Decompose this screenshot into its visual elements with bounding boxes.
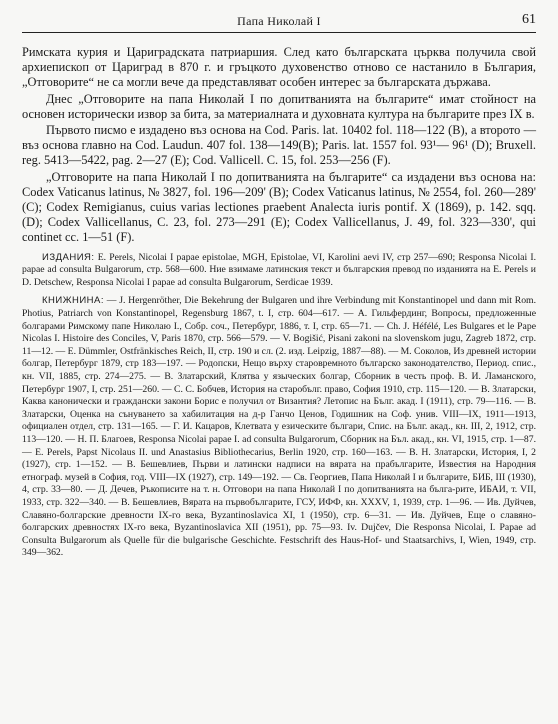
editions-paragraph bbox=[22, 252, 536, 290]
editions-text: E. Perels, Nicolai I papae epistolae, MGH, Epistolae, VI, Karolini aevi IV, стр 257—690; Responsa Nicolai I. papae ad consulta Bulgarorum, стр. 568—600. Ние взимаме латинския текст и българския превод по изданията на E. Perels и D. Detschew, Responsa Nicolai I papae ad consulta Bulgarorum, Serdicae 1939. bbox=[22, 251, 536, 288]
bibliography-text: — J. Hergenröther, Die Bekehrung der Bulgaren und ihre Verbindung mit Konstantinopel und dann mit Rom. Photius, Patriarch von Konstantinopel, Regensburg 1867, t. I, стр. 604—617. — А. Гильфердинг, Вопросы, предложенные болгарами Римскому папе Николаю I., Собр. соч., Петербург, 1886, т. I, стр. 65—71. — Ch. J. Héfélé, Les Bulgares et le Pape Nicolas I. Histoire des Conciles, V, Paris 1870, стр. 566—579. — V. Bogišić, Pisani zakoni na slovenskom jugu, Zagreb 1872, стр. 11—12. — E. Dümmler, Ostfränkisches Reich, II, стр. 190 и сл. (2. изд. Leipzig, 1887—88). — М. Соколов, Из древней истории болгар, Петербург 1879, стр 183—197. — Родопски, Нещо върху старовремното българско законодателство, Период. спис., кн. VII, 1885, стр. 274—275. — В. Златарский, Клятва у языческих болгар, Сборник в честь проф. В. И. Ламанского, Петербург 1907, I, стр. 251—260. — С. С. Бобчев, История на старобълг. право, София 1910, стр. 115—120. — В. Златарски, Каква канонически и граждански закони Борис е получил от Византия? Летопис на Бълг. акад. I (1911), стр. 79—116. — В. Златарски, Оценка на сънуването за хабилитация на д-р Ганчо Ценов, Годишник на Соф. унив. VIII—IX, 1911—1913, официален отдел, стр. 131—165. — Г. И. Кацаров, Клетвата у езическите българи, Спис. на Бълг. акад., кн. III, 2, 1912, стр. 113—120. — Н. П. Благоев, Responsa Nicolai papae I. ad consulta Bulgarorum, Сборник на Бъл. акад., кн. VI, 1915, стр. 1—87. — E. Perels, Papst Nicolaus II. und Anastasius Bibliothecarius, Berlin 1920, стр. 160—163. — В. Н. Златарски, История, I, 2 (1927), стр. 1—152. — В. Бешевлиев, Първи и латински надписи на вярата на прабългарите, Известия на Народния етнограф. музей в София, год. VIII—IX (1927), стр. 149—192. — Св. Георгиев, Папа Николай I и българите, БИБ, III (1930), 4, стр. 33—80. — Д. Дечев, Ръкописите на т. н. Отговори на папа Николай I по допитванията на бълга-рите, ИБАИ, т. VII, 1933, стр. 322—340. — В. Бешевлиев, Вярата на първобългарите, ГСУ, ИФФ, кн. XXXV, 1, 1939, стр. 1—96. — Ив. Дуйчев, Славяно-болгарские древности IX-го века, Byzantinoslavica XI, 1 (1950), стр. 6—31. — Ив. Дуйчев, Еще о славяно-болгарских древностях IX-го века, Byzantinoslavica XII (1951), pp. 75—93. Iv. Dujčev, Die Responsa Nicolai, I. Papae ad Consulta Bulgarorum als Quelle für die bulgarische Geschichte. Festschrift des Haus-Hof- und Staatsarchivs, I, Wien, 1949, стр. 349—362. bbox=[22, 295, 536, 559]
bibliography-paragraph bbox=[22, 295, 536, 559]
paragraph-1: Римската курия и Цариградската патриаршия. След като българската църква получила свой архиепископ от Цариград в 870 г. и гръцкото духовенство отново се настанило в България, „Отговорите“ не са могли вече да представляват особен интерес за българската държава. bbox=[22, 45, 536, 90]
running-title: Папа Николай I bbox=[237, 14, 321, 28]
running-header bbox=[22, 10, 536, 33]
page-number: 61 bbox=[522, 12, 536, 27]
paragraph-3: Първото писмо е издадено въз основа на Cod. Paris. lat. 10402 fol. 118—122 (В), а второто — въз основа главно на Cod. Laudun. 407 fol. 138—149(В); Paris. lat. 1557 fol. 93¹— 96¹ (D); Bruxell. reg. 5413—5422, pag. 2—27 (E); Cod. Vallicell. C. 15, fol. 253—256 (F). bbox=[22, 123, 536, 168]
bibliography-label: КНИЖНИНА: bbox=[42, 295, 105, 307]
paragraph-2: Днес „Отговорите на папа Николай I по допитванията на българите“ имат стойност на основен исторически извор за бита, за материалната и духовната култура на българите през IX в. bbox=[22, 91, 536, 121]
references-section bbox=[22, 252, 536, 560]
document-page bbox=[22, 10, 536, 560]
main-text bbox=[22, 45, 536, 246]
paragraph-4: „Отговорите на папа Николай I по допитванията на българите“ са издадени въз основа на: Codex Vaticanus latinus, № 3827, fol. 196—209' (B); Codex Vaticanus latinus, № 2554, fol. 260—289' (C); Codex Remigianus, cuius varias lectiones praebent Analecta iuris pontif. X (1869), p. 142. sqq. (D); Codex Vallicellanus, C. 23, fol. 273—291 (E); Codex Vallicellanus, J. 49, fol. 323—330', qui continet cc. 1—51 (F). bbox=[22, 169, 536, 245]
editions-label: ИЗДАНИЯ: bbox=[42, 251, 95, 263]
